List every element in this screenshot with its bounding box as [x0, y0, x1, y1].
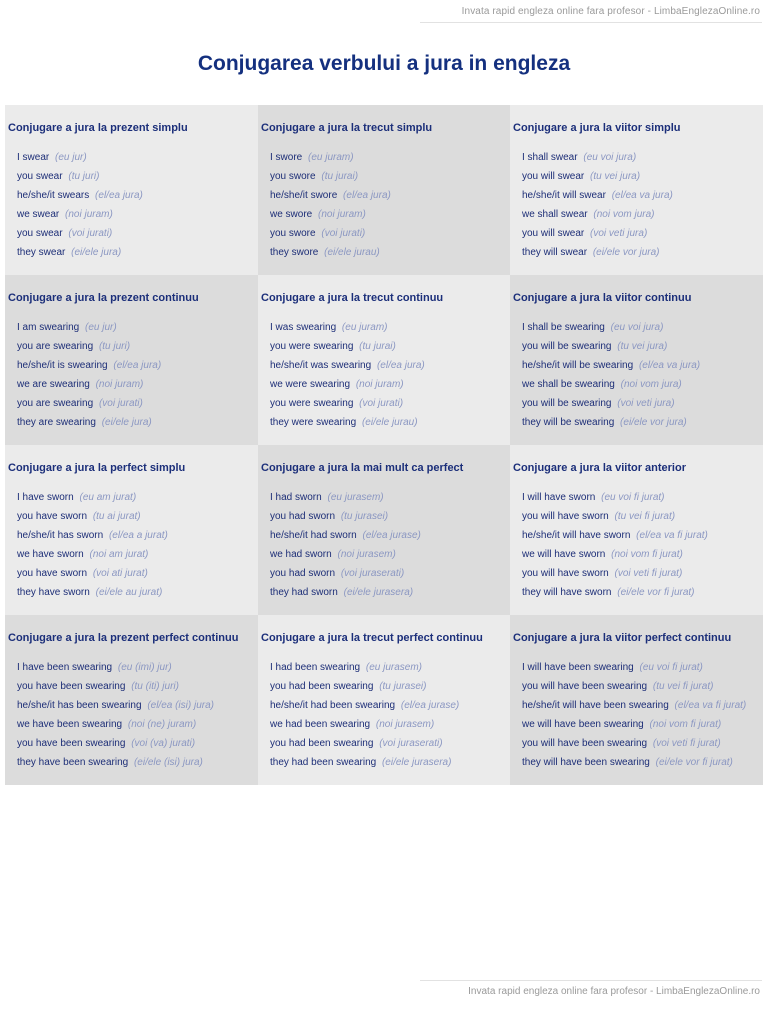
tense-title: Conjugare a jura la trecut simplu: [261, 122, 433, 134]
english-form: you are swearing: [17, 341, 94, 352]
romanian-translation: (el/ea jura): [343, 190, 391, 201]
english-form: we swear: [17, 209, 60, 220]
english-form: we swore: [270, 209, 313, 220]
english-form: you had sworn: [270, 568, 336, 579]
english-form: they will have sworn: [522, 587, 612, 598]
romanian-translation: (voi ati jurat): [92, 568, 148, 579]
conjugation-row: [270, 318, 510, 337]
conjugation-row: [17, 545, 258, 564]
conjugation-list: [8, 318, 258, 432]
romanian-translation: (eu jur): [85, 322, 117, 333]
english-form: he/she/it has sworn: [17, 530, 104, 541]
english-form: he/she/it had been swearing: [270, 700, 396, 711]
conjugation-row: [270, 167, 510, 186]
conjugation-row: [270, 583, 510, 602]
romanian-translation: (eu (imi) jur): [117, 662, 172, 673]
conjugation-row: [522, 715, 763, 734]
romanian-translation: (eu jur): [55, 152, 87, 163]
tense-title: Conjugare a jura la prezent simplu: [8, 122, 188, 134]
tense-title: Conjugare a jura la viitor continuu: [513, 292, 692, 304]
english-form: they had sworn: [270, 587, 338, 598]
romanian-translation: (voi juraserati): [340, 568, 405, 579]
english-form: you are swearing: [17, 398, 94, 409]
conjugation-row: [270, 186, 510, 205]
conjugation-row: [17, 696, 258, 715]
tense-card: [510, 105, 763, 275]
tense-title: Conjugare a jura la prezent continuu: [8, 292, 199, 304]
english-form: he/she/it was swearing: [270, 360, 372, 371]
conjugation-row: [270, 715, 510, 734]
romanian-translation: (ei/ele au jurat): [95, 587, 163, 598]
english-form: he/she/it will have been swearing: [522, 700, 669, 711]
conjugation-row: [522, 583, 763, 602]
english-form: I had been swearing: [270, 662, 361, 673]
conjugation-row: [17, 526, 258, 545]
conjugation-list: [261, 318, 510, 432]
romanian-translation: (voi veti jura): [590, 228, 648, 239]
conjugation-row: [522, 413, 763, 432]
conjugation-row: [17, 507, 258, 526]
romanian-translation: (ei/ele vor fi jurat): [617, 587, 695, 598]
romanian-translation: (ei/ele (isi) jura): [133, 757, 203, 768]
conjugation-row: [270, 243, 510, 262]
english-form: I have sworn: [17, 492, 74, 503]
conjugation-row: [270, 356, 510, 375]
romanian-translation: (noi jurasem): [375, 719, 435, 730]
romanian-translation: (noi juram): [95, 379, 144, 390]
tense-card: [510, 445, 763, 615]
romanian-translation: (el/ea (isi) jura): [147, 700, 214, 711]
romanian-translation: (el/ea va fi jurat): [674, 700, 747, 711]
english-form: I have been swearing: [17, 662, 113, 673]
tense-title: Conjugare a jura la perfect simplu: [8, 462, 186, 474]
conjugation-row: [270, 658, 510, 677]
english-form: I swore: [270, 152, 303, 163]
conjugation-row: [17, 243, 258, 262]
romanian-translation: (ei/ele jura): [71, 247, 122, 258]
conjugation-row: [17, 167, 258, 186]
romanian-translation: (eu juram): [341, 322, 388, 333]
conjugation-list: [8, 658, 258, 772]
conjugation-row: [522, 677, 763, 696]
romanian-translation: (tu jurasei): [340, 511, 389, 522]
english-form: I am swearing: [17, 322, 80, 333]
conjugation-row: [270, 375, 510, 394]
tense-title: Conjugare a jura la prezent perfect continuu: [8, 632, 239, 644]
english-form: you were swearing: [270, 398, 354, 409]
conjugation-list: [513, 148, 763, 262]
romanian-translation: (el/ea va fi jurat): [636, 530, 708, 541]
english-form: he/she/it swears: [17, 190, 90, 201]
tense-card: [258, 615, 510, 785]
romanian-translation: (noi vom fi jurat): [649, 719, 722, 730]
romanian-translation: (el/ea jura): [95, 190, 143, 201]
english-form: I was swearing: [270, 322, 337, 333]
english-form: they swore: [270, 247, 319, 258]
romanian-translation: (eu voi fi jurat): [639, 662, 703, 673]
conjugation-row: [522, 318, 763, 337]
english-form: you have sworn: [17, 511, 88, 522]
conjugation-row: [522, 224, 763, 243]
conjugation-list: [513, 488, 763, 602]
conjugation-row: [522, 205, 763, 224]
conjugation-row: [270, 488, 510, 507]
english-form: you have been swearing: [17, 681, 126, 692]
conjugation-row: [522, 753, 763, 772]
conjugation-row: [270, 394, 510, 413]
romanian-translation: (noi am jurat): [89, 549, 149, 560]
english-form: I swear: [17, 152, 50, 163]
english-form: he/she/it has been swearing: [17, 700, 142, 711]
romanian-translation: (tu vei jura): [590, 171, 641, 182]
english-form: you will swear: [522, 228, 585, 239]
tense-card: [510, 275, 763, 445]
romanian-translation: (voi (va) jurati): [131, 738, 196, 749]
romanian-translation: (voi jurati): [98, 398, 143, 409]
tense-card: [5, 105, 258, 275]
english-form: we are swearing: [17, 379, 90, 390]
conjugation-row: [522, 243, 763, 262]
conjugation-row: [270, 224, 510, 243]
romanian-translation: (ei/ele jurasera): [343, 587, 414, 598]
tense-card: [510, 615, 763, 785]
romanian-translation: (eu jurasem): [327, 492, 384, 503]
romanian-translation: (eu jurasem): [365, 662, 422, 673]
conjugation-row: [270, 337, 510, 356]
english-form: I shall swear: [522, 152, 578, 163]
english-form: you will swear: [522, 171, 585, 182]
romanian-translation: (el/ea jura): [113, 360, 162, 371]
conjugation-row: [270, 677, 510, 696]
english-form: you will have sworn: [522, 511, 609, 522]
romanian-translation: (el/ea va jura): [638, 360, 701, 371]
english-form: we have been swearing: [17, 719, 123, 730]
conjugation-row: [522, 186, 763, 205]
romanian-translation: (tu jurasei): [379, 681, 427, 692]
english-form: he/she/it had sworn: [270, 530, 357, 541]
english-form: you were swearing: [270, 341, 354, 352]
footer-divider: [420, 980, 762, 981]
conjugation-list: [261, 148, 510, 262]
romanian-translation: (el/ea va jura): [611, 190, 673, 201]
english-form: they had been swearing: [270, 757, 377, 768]
english-form: you will have been swearing: [522, 681, 648, 692]
footer-site-note: Invata rapid engleza online fara profesor - LimbaEnglezaOnline.ro: [468, 986, 760, 997]
conjugation-row: [270, 734, 510, 753]
conjugation-row: [17, 413, 258, 432]
conjugation-row: [17, 753, 258, 772]
conjugation-row: [270, 526, 510, 545]
conjugation-row: [522, 148, 763, 167]
tense-card: [5, 615, 258, 785]
english-form: we will have been swearing: [522, 719, 644, 730]
english-form: we had been swearing: [270, 719, 371, 730]
english-form: they are swearing: [17, 417, 96, 428]
conjugation-row: [522, 507, 763, 526]
english-form: he/she/it will be swearing: [522, 360, 634, 371]
conjugation-row: [522, 526, 763, 545]
english-form: you swear: [17, 171, 63, 182]
conjugation-row: [522, 734, 763, 753]
romanian-translation: (voi jurati): [321, 228, 366, 239]
english-form: they will swear: [522, 247, 588, 258]
romanian-translation: (eu voi jura): [583, 152, 637, 163]
conjugation-row: [17, 583, 258, 602]
romanian-translation: (el/ea a jurat): [108, 530, 168, 541]
romanian-translation: (tu juri): [98, 341, 131, 352]
tense-title: Conjugare a jura la mai mult ca perfect: [261, 462, 464, 474]
tense-title: Conjugare a jura la trecut perfect continuu: [261, 632, 483, 644]
romanian-translation: (noi vom jura): [593, 209, 655, 220]
conjugation-list: [261, 488, 510, 602]
conjugation-row: [522, 545, 763, 564]
english-form: we shall be swearing: [522, 379, 615, 390]
conjugation-row: [522, 658, 763, 677]
english-form: you swear: [17, 228, 63, 239]
conjugation-row: [270, 413, 510, 432]
romanian-translation: (voi veti jura): [617, 398, 675, 409]
conjugation-list: [8, 488, 258, 602]
conjugation-list: [8, 148, 258, 262]
romanian-translation: (noi juram): [318, 209, 366, 220]
english-form: we had sworn: [270, 549, 332, 560]
romanian-translation: (ei/ele jurau): [361, 417, 418, 428]
romanian-translation: (noi juram): [355, 379, 404, 390]
conjugation-row: [270, 696, 510, 715]
english-form: you will have been swearing: [522, 738, 648, 749]
tense-card: [258, 275, 510, 445]
conjugation-row: [522, 356, 763, 375]
english-form: I will have sworn: [522, 492, 596, 503]
english-form: you have been swearing: [17, 738, 126, 749]
romanian-translation: (ei/ele jura): [101, 417, 152, 428]
header-divider: [420, 22, 762, 23]
romanian-translation: (ei/ele jurasera): [381, 757, 452, 768]
tense-title: Conjugare a jura la viitor perfect continuu: [513, 632, 732, 644]
header-site-note: Invata rapid engleza online fara profesor - LimbaEnglezaOnline.ro: [461, 6, 760, 17]
conjugation-row: [17, 148, 258, 167]
conjugation-row: [17, 337, 258, 356]
romanian-translation: (voi jurati): [68, 228, 113, 239]
english-form: they were swearing: [270, 417, 357, 428]
romanian-translation: (el/ea jurase): [400, 700, 460, 711]
romanian-translation: (eu juram): [308, 152, 354, 163]
english-form: they swear: [17, 247, 66, 258]
conjugation-grid: [5, 105, 763, 785]
english-form: you have sworn: [17, 568, 88, 579]
conjugation-row: [17, 224, 258, 243]
romanian-translation: (noi (ne) juram): [127, 719, 197, 730]
romanian-translation: (voi veti fi jurat): [652, 738, 721, 749]
conjugation-row: [522, 394, 763, 413]
english-form: you had been swearing: [270, 681, 374, 692]
conjugation-list: [513, 658, 763, 772]
conjugation-row: [17, 677, 258, 696]
conjugation-row: [522, 167, 763, 186]
tense-title: Conjugare a jura la viitor anterior: [513, 462, 686, 474]
conjugation-row: [522, 696, 763, 715]
conjugation-row: [270, 507, 510, 526]
tense-title: Conjugare a jura la viitor simplu: [513, 122, 681, 134]
english-form: we have sworn: [17, 549, 84, 560]
romanian-translation: (tu juri): [68, 171, 100, 182]
romanian-translation: (noi jurasem): [337, 549, 396, 560]
romanian-translation: (eu voi fi jurat): [601, 492, 665, 503]
romanian-translation: (noi vom fi jurat): [611, 549, 683, 560]
conjugation-row: [17, 564, 258, 583]
conjugation-row: [17, 658, 258, 677]
english-form: we will have sworn: [522, 549, 606, 560]
english-form: you will have sworn: [522, 568, 609, 579]
english-form: they have been swearing: [17, 757, 129, 768]
conjugation-row: [17, 375, 258, 394]
romanian-translation: (noi vom jura): [620, 379, 682, 390]
conjugation-row: [17, 186, 258, 205]
romanian-translation: (eu voi jura): [610, 322, 664, 333]
english-form: I shall be swearing: [522, 322, 605, 333]
romanian-translation: (ei/ele vor fi jurat): [655, 757, 733, 768]
conjugation-row: [17, 318, 258, 337]
romanian-translation: (voi jurati): [359, 398, 404, 409]
conjugation-row: [17, 715, 258, 734]
conjugation-row: [17, 394, 258, 413]
romanian-translation: (el/ea jura): [376, 360, 425, 371]
romanian-translation: (tu vei jura): [617, 341, 668, 352]
english-form: he/she/it will swear: [522, 190, 606, 201]
romanian-translation: (voi juraserati): [379, 738, 443, 749]
conjugation-row: [17, 734, 258, 753]
english-form: they will be swearing: [522, 417, 615, 428]
romanian-translation: (noi juram): [65, 209, 113, 220]
tense-card: [5, 275, 258, 445]
english-form: you will be swearing: [522, 398, 612, 409]
romanian-translation: (tu jurai): [321, 171, 359, 182]
english-form: I will have been swearing: [522, 662, 634, 673]
conjugation-list: [513, 318, 763, 432]
romanian-translation: (ei/ele vor jura): [620, 417, 687, 428]
romanian-translation: (tu jurai): [359, 341, 396, 352]
page-title: Conjugarea verbului a jura in engleza: [197, 52, 571, 75]
english-form: we shall swear: [522, 209, 588, 220]
english-form: you swore: [270, 171, 316, 182]
english-form: you had sworn: [270, 511, 336, 522]
english-form: he/she/it will have sworn: [522, 530, 631, 541]
romanian-translation: (voi veti fi jurat): [614, 568, 683, 579]
romanian-translation: (el/ea jurase): [362, 530, 421, 541]
english-form: he/she/it is swearing: [17, 360, 108, 371]
conjugation-row: [522, 488, 763, 507]
romanian-translation: (ei/ele jurau): [324, 247, 380, 258]
romanian-translation: (tu vei fi jurat): [614, 511, 676, 522]
english-form: they will have been swearing: [522, 757, 650, 768]
conjugation-row: [270, 564, 510, 583]
conjugation-row: [270, 545, 510, 564]
english-form: you will be swearing: [522, 341, 612, 352]
english-form: I had sworn: [270, 492, 322, 503]
conjugation-row: [17, 205, 258, 224]
romanian-translation: (tu (iti) juri): [131, 681, 179, 692]
conjugation-row: [270, 148, 510, 167]
english-form: you swore: [270, 228, 316, 239]
english-form: we were swearing: [270, 379, 351, 390]
english-form: he/she/it swore: [270, 190, 338, 201]
tense-card: [5, 445, 258, 615]
conjugation-row: [270, 205, 510, 224]
romanian-translation: (ei/ele vor jura): [592, 247, 660, 258]
conjugation-row: [270, 753, 510, 772]
conjugation-row: [17, 488, 258, 507]
conjugation-row: [17, 356, 258, 375]
romanian-translation: (tu vei fi jurat): [652, 681, 714, 692]
conjugation-row: [522, 564, 763, 583]
tense-title: Conjugare a jura la trecut continuu: [261, 292, 444, 304]
conjugation-row: [522, 375, 763, 394]
english-form: they have sworn: [17, 587, 90, 598]
romanian-translation: (tu ai jurat): [92, 511, 141, 522]
conjugation-list: [261, 658, 510, 772]
romanian-translation: (eu am jurat): [79, 492, 137, 503]
tense-card: [258, 445, 510, 615]
conjugation-row: [522, 337, 763, 356]
tense-card: [258, 105, 510, 275]
english-form: you had been swearing: [270, 738, 374, 749]
